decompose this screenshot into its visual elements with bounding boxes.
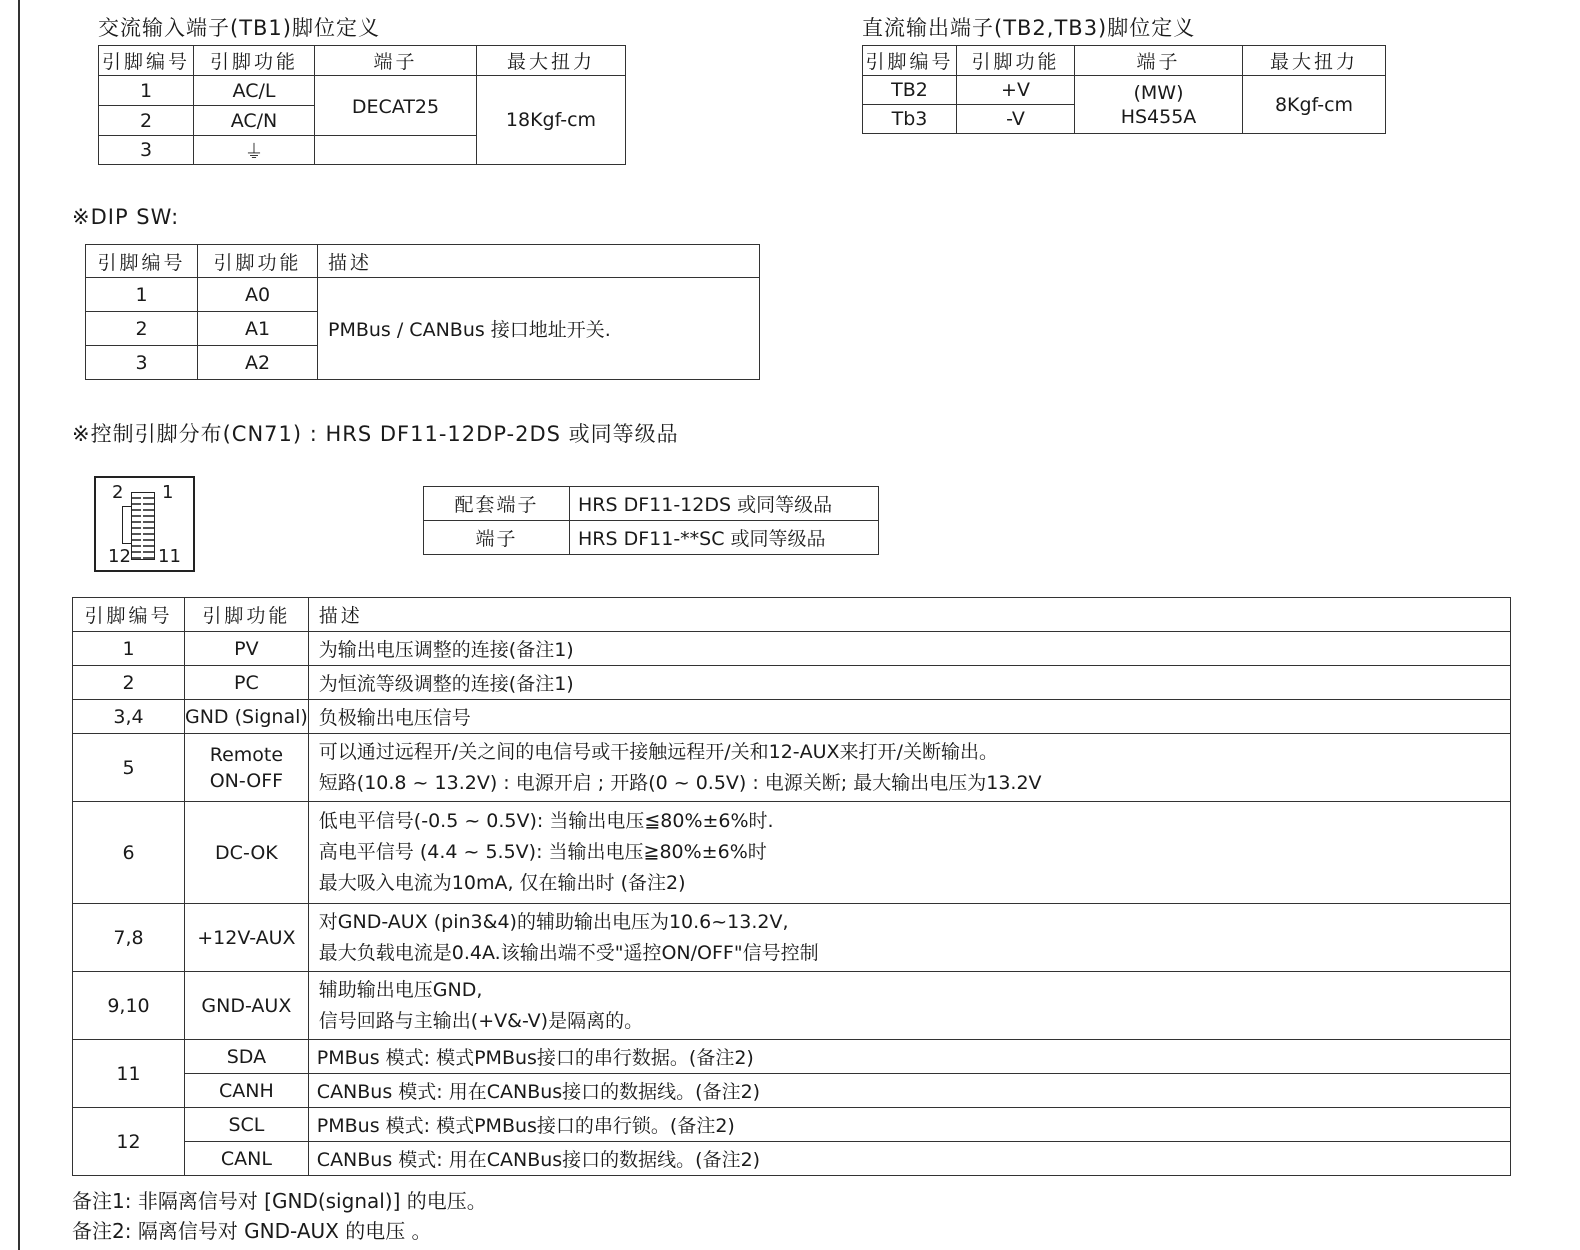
func-line: ON-OFF [209, 769, 284, 792]
desc-cell: 为恒流等级调整的连接(备注1) [308, 666, 1510, 700]
pin-cell: 9,10 [73, 972, 185, 1040]
dip-title: ※DIP SW: [72, 205, 180, 229]
dc-output-title: 直流输出端子(TB2,TB3)脚位定义 [862, 16, 1196, 40]
note-2: 备注2: 隔离信号对 GND-AUX 的电压 。 [72, 1219, 432, 1243]
col-header: 最大扭力 [1243, 46, 1386, 76]
pin-label: 12 [108, 546, 131, 567]
pin-cell: 1 [73, 632, 185, 666]
pin-cell: Tb3 [863, 105, 957, 134]
desc-cell: CANBus 模式: 用在CANBus接口的数据线。(备注2) [308, 1142, 1510, 1176]
cn71-title: ※控制引脚分布(CN71) : HRS DF11-12DP-2DS 或同等级品 [72, 422, 679, 446]
func-cell: +V [957, 76, 1075, 105]
col-header: 引脚编号 [73, 598, 185, 632]
torque-cell: 18Kgf-cm [477, 76, 626, 165]
col-header: 引脚编号 [863, 46, 957, 76]
table-row [73, 802, 1511, 904]
func-cell: AC/N [194, 106, 315, 136]
col-header: 引脚编号 [99, 46, 194, 76]
pin-cell: 1 [99, 76, 194, 106]
desc-cell [308, 734, 1510, 802]
pin-label: 2 [112, 482, 124, 503]
func-cell: GND (Signal) [185, 700, 309, 734]
notes [72, 1186, 487, 1246]
col-header: 引脚编号 [86, 245, 198, 278]
pin-cell: 7,8 [73, 904, 185, 972]
page-left-border [18, 0, 20, 1250]
desc-line: 低电平信号(-0.5 ~ 0.5V): 当输出电压≦80%±6%时. [318, 810, 774, 832]
table-row [73, 972, 1511, 1040]
pin-cell: 3 [99, 136, 194, 165]
table-row [73, 1074, 1511, 1108]
table-row [73, 1040, 1511, 1074]
col-header: 端子 [1075, 46, 1243, 76]
func-cell: A0 [198, 278, 318, 312]
func-cell: DC-OK [185, 802, 309, 904]
pin-cell: 12 [73, 1108, 185, 1176]
pin-cell: 3,4 [73, 700, 185, 734]
pin-cell: 2 [73, 666, 185, 700]
func-cell: A2 [198, 346, 318, 380]
pin-cell: TB2 [863, 76, 957, 105]
func-cell: SDA [185, 1040, 309, 1074]
desc-line: 对GND-AUX (pin3&4)的辅助输出电压为10.6~13.2V, [318, 910, 789, 933]
mating-label: 配套端子 [424, 487, 570, 521]
func-cell: -V [957, 105, 1075, 134]
desc-cell: 负极输出电压信号 [308, 700, 1510, 734]
mating-value: HRS DF11-12DS 或同等级品 [570, 487, 879, 521]
ac-input-title: 交流输入端子(TB1)脚位定义 [98, 16, 380, 40]
col-header: 端子 [315, 46, 477, 76]
connector-pin-array [131, 492, 155, 560]
dc-output-table [862, 45, 1386, 134]
pin-cell: 5 [73, 734, 185, 802]
desc-line: 短路(10.8 ~ 13.2V) : 电源开启 ; 开路(0 ~ 0.5V) : 电源关断; 最大输出电压为13.2V [318, 771, 1042, 794]
func-cell: PV [185, 632, 309, 666]
func-line: Remote [209, 743, 284, 766]
table-row [73, 632, 1511, 666]
func-cell [185, 734, 309, 802]
desc-cell [308, 802, 1510, 904]
func-cell: CANH [185, 1074, 309, 1108]
torque-cell: 8Kgf-cm [1243, 76, 1386, 134]
pin-label: 1 [162, 482, 174, 503]
mating-value: HRS DF11-**SC 或同等级品 [570, 521, 879, 555]
terminal-line: (MW) [1133, 81, 1184, 104]
pin-cell: 2 [86, 312, 198, 346]
table-row [73, 666, 1511, 700]
pin-label: 11 [158, 546, 181, 567]
desc-cell: PMBus 模式: 模式PMBus接口的串行锁。(备注2) [308, 1108, 1510, 1142]
table-row [73, 1142, 1511, 1176]
col-header: 引脚功能 [185, 598, 309, 632]
mating-label: 端子 [424, 521, 570, 555]
ground-icon: ⏚ [194, 136, 315, 165]
pin-cell: 1 [86, 278, 198, 312]
desc-cell: PMBus 模式: 模式PMBus接口的串行数据。(备注2) [308, 1040, 1510, 1074]
col-header: 描述 [308, 598, 1510, 632]
table-row [73, 1108, 1511, 1142]
dip-desc: PMBus / CANBus 接口地址开关. [318, 278, 760, 380]
ac-input-table [98, 45, 626, 165]
table-row [73, 904, 1511, 972]
table-row [73, 734, 1511, 802]
func-cell: SCL [185, 1108, 309, 1142]
desc-cell [308, 972, 1510, 1040]
connector-latch [122, 506, 131, 544]
func-cell: A1 [198, 312, 318, 346]
pin-cell: 11 [73, 1040, 185, 1108]
connector-diagram [94, 476, 195, 572]
col-header: 最大扭力 [477, 46, 626, 76]
func-cell: PC [185, 666, 309, 700]
func-cell: +12V-AUX [185, 904, 309, 972]
col-header: 引脚功能 [198, 245, 318, 278]
func-cell: GND-AUX [185, 972, 309, 1040]
pin-cell: 6 [73, 802, 185, 904]
control-pin-table [72, 597, 1511, 1176]
mating-table [423, 486, 879, 555]
table-row [73, 700, 1511, 734]
desc-cell: 为输出电压调整的连接(备注1) [308, 632, 1510, 666]
desc-line: 最大吸入电流为10mA, 仅在输出时 (备注2) [318, 872, 686, 894]
func-cell: AC/L [194, 76, 315, 106]
pin-cell: 2 [99, 106, 194, 136]
desc-line: 可以通过远程开/关之间的电信号或干接触远程开/关和12-AUX来打开/关断输出。 [318, 740, 998, 763]
col-header: 描述 [318, 245, 760, 278]
note-1: 备注1: 非隔离信号对 [GND(signal)] 的电压。 [72, 1189, 487, 1213]
col-header: 引脚功能 [957, 46, 1075, 76]
func-cell: CANL [185, 1142, 309, 1176]
terminal-line: HS455A [1120, 105, 1197, 128]
desc-line: 辅助输出电压GND, [318, 978, 483, 1001]
desc-line: 最大负载电流是0.4A.该输出端不受"遥控ON/OFF"信号控制 [318, 941, 819, 964]
desc-cell [308, 904, 1510, 972]
terminal-cell [1075, 76, 1243, 134]
desc-line: 高电平信号 (4.4 ~ 5.5V): 当输出电压≧80%±6%时 [318, 841, 767, 863]
pin-cell: 3 [86, 346, 198, 380]
desc-cell: CANBus 模式: 用在CANBus接口的数据线。(备注2) [308, 1074, 1510, 1108]
dip-table [85, 244, 760, 380]
terminal-cell: DECAT25 [315, 76, 477, 136]
desc-line: 信号回路与主输出(+V&-V)是隔离的。 [318, 1009, 644, 1032]
col-header: 引脚功能 [194, 46, 315, 76]
